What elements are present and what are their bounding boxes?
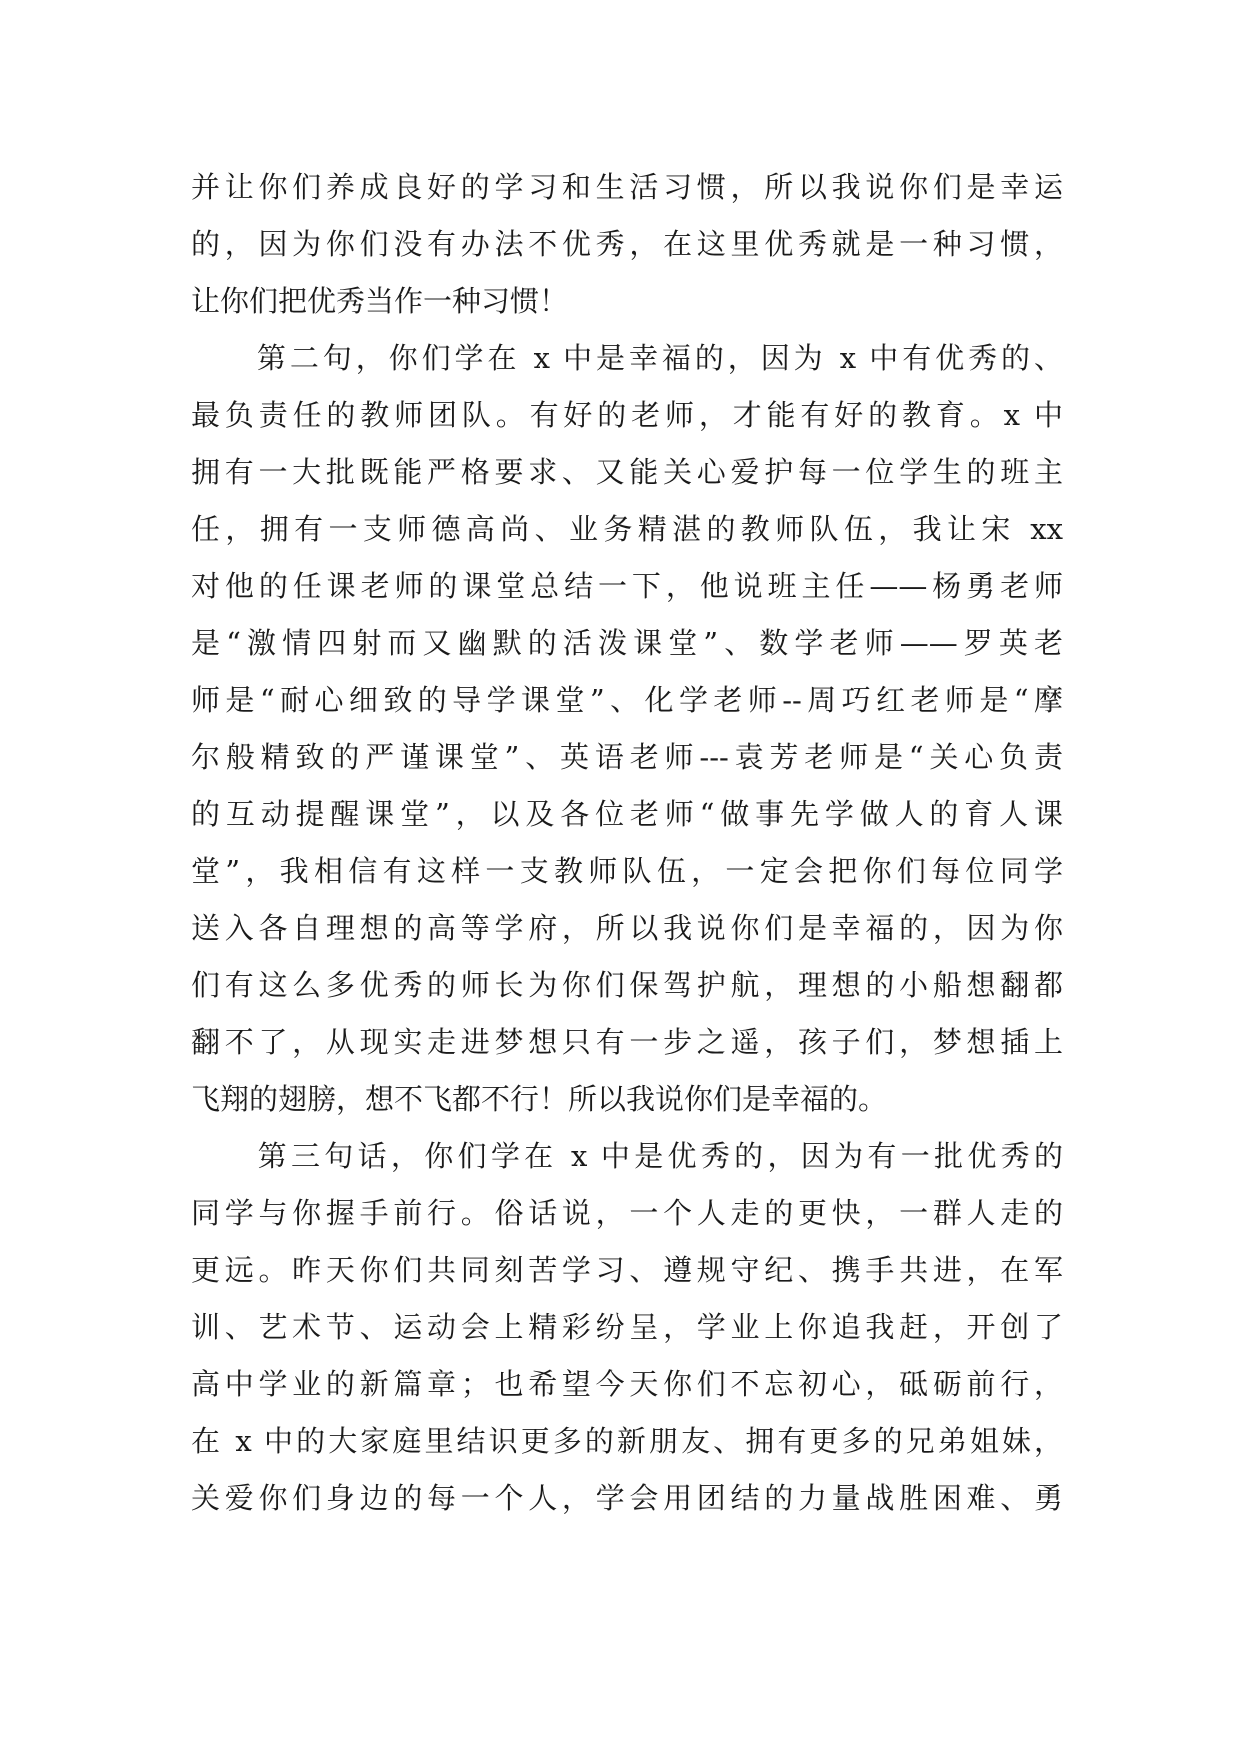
text-line: 师是“耐心细致的导学课堂”、化学老师--周巧红老师是“摩 <box>191 683 1063 717</box>
text-line: 送入各自理想的高等学府，所以我说你们是幸福的，因为你 <box>191 911 1063 945</box>
text-line: 更远。昨天你们共同刻苦学习、遵规守纪、携手共进，在军 <box>191 1253 1063 1287</box>
text-line: 的，因为你们没有办法不优秀，在这里优秀就是一种习惯， <box>191 227 1063 261</box>
text-line: 高中学业的新篇章；也希望今天你们不忘初心，砥砺前行， <box>191 1367 1063 1401</box>
text-line: 拥有一大批既能严格要求、又能关心爱护每一位学生的班主 <box>191 455 1063 489</box>
text-line: 的互动提醒课堂”，以及各位老师“做事先学做人的育人课 <box>191 797 1063 831</box>
document-body <box>191 159 1063 1527</box>
text-line: 任，拥有一支师德高尚、业务精湛的教师队伍，我让宋 xx <box>191 512 1063 546</box>
text-line: 堂”，我相信有这样一支教师队伍，一定会把你们每位同学 <box>191 854 1063 888</box>
text-line: 对他的任课老师的课堂总结一下，他说班主任——杨勇老师 <box>191 569 1063 603</box>
text-line: 同学与你握手前行。俗话说，一个人走的更快，一群人走的 <box>191 1196 1063 1230</box>
text-line: 关爱你们身边的每一个人，学会用团结的力量战胜困难、勇 <box>191 1481 1063 1515</box>
text-line: 让你们把优秀当作一种习惯！ <box>191 284 569 318</box>
text-line: 是“激情四射而又幽默的活泼课堂”、数学老师——罗英老 <box>191 626 1063 660</box>
text-line: 第三句话，你们学在 x 中是优秀的，因为有一批优秀的 <box>191 1139 1063 1173</box>
text-line: 们有这么多优秀的师长为你们保驾护航，理想的小船想翻都 <box>191 968 1063 1002</box>
text-line: 最负责任的教师团队。有好的老师，才能有好的教育。x 中 <box>191 398 1063 432</box>
text-line: 并让你们养成良好的学习和生活习惯，所以我说你们是幸运 <box>191 170 1063 204</box>
text-line: 训、艺术节、运动会上精彩纷呈，学业上你追我赶，开创了 <box>191 1310 1063 1344</box>
text-line: 在 x 中的大家庭里结识更多的新朋友、拥有更多的兄弟姐妹， <box>191 1424 1063 1458</box>
text-line: 尔般精致的严谨课堂”、英语老师---袁芳老师是“关心负责 <box>191 740 1063 774</box>
text-line: 翻不了，从现实走进梦想只有一步之遥，孩子们，梦想插上 <box>191 1025 1063 1059</box>
text-line: 飞翔的翅膀，想不飞都不行！所以我说你们是幸福的。 <box>191 1082 888 1116</box>
text-line: 第二句，你们学在 x 中是幸福的，因为 x 中有优秀的、 <box>191 341 1063 375</box>
